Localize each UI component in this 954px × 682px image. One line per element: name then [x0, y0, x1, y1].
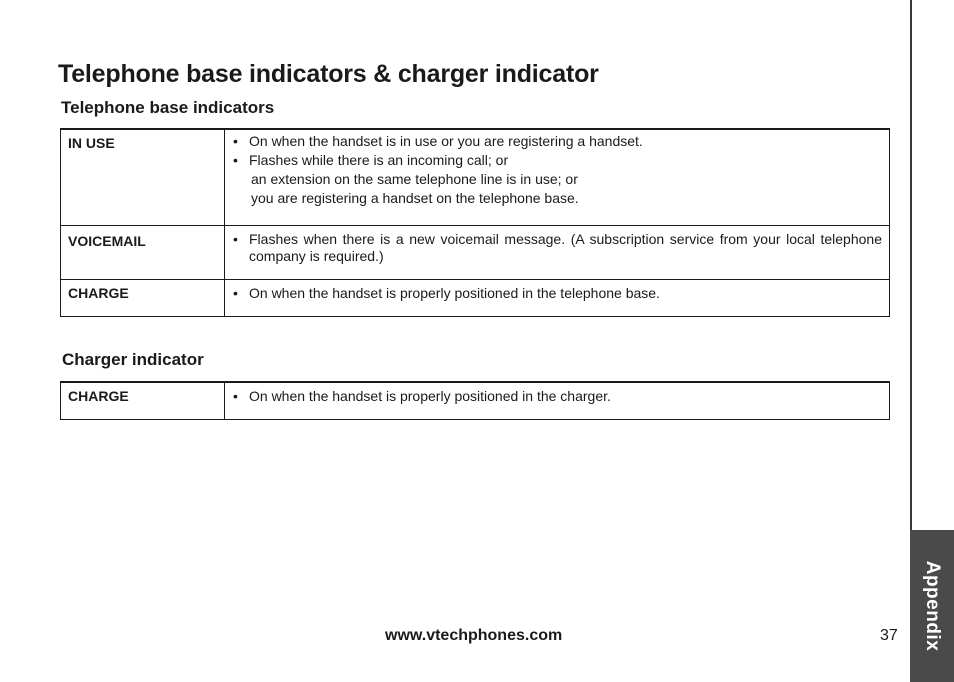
- description-list: [232, 132, 882, 170]
- base-indicators-heading: Telephone base indicators: [61, 98, 275, 117]
- indicator-description: [225, 225, 890, 279]
- footer-website-link[interactable]: www.vtechphones.com: [385, 627, 563, 644]
- table-row-charge: [61, 382, 890, 419]
- base-indicators-table: [60, 128, 890, 317]
- indicator-label: CHARGE: [61, 279, 225, 316]
- table-row-charge: [61, 279, 890, 316]
- appendix-tab-label: Appendix: [922, 560, 943, 652]
- description-list: [232, 284, 882, 303]
- indicator-description: [225, 382, 890, 419]
- indicator-description: [225, 129, 890, 225]
- description-bullet: • On when the handset is properly positioned in the telephone base.: [232, 284, 882, 303]
- indicator-label: VOICEMAIL: [61, 225, 225, 279]
- description-list: [232, 231, 882, 265]
- table-row-voicemail: [61, 225, 890, 279]
- indicator-description: [225, 279, 890, 316]
- description-list: [232, 387, 882, 406]
- description-continuation: you are registering a handset on the telephone base.: [251, 190, 579, 206]
- charger-indicator-table: [60, 381, 890, 420]
- description-continuation: an extension on the same telephone line is in use; or: [251, 171, 578, 187]
- description-bullet: • On when the handset is in use or you are registering a handset.: [232, 132, 882, 151]
- indicator-label: CHARGE: [61, 382, 225, 419]
- appendix-side-tab: [910, 530, 954, 682]
- indicator-label: IN USE: [61, 129, 225, 225]
- description-bullet: • On when the handset is properly positioned in the charger.: [232, 387, 882, 406]
- table-row-in-use: [61, 129, 890, 225]
- page-title: Telephone base indicators & charger indicator: [58, 60, 599, 88]
- description-bullet: • Flashes when there is a new voicemail message. (A subscription service from your local telephone company is required.): [232, 231, 882, 265]
- charger-indicator-heading: Charger indicator: [62, 350, 204, 369]
- page-number: 37: [880, 627, 898, 644]
- description-bullet: • Flashes while there is an incoming call; or: [232, 151, 882, 170]
